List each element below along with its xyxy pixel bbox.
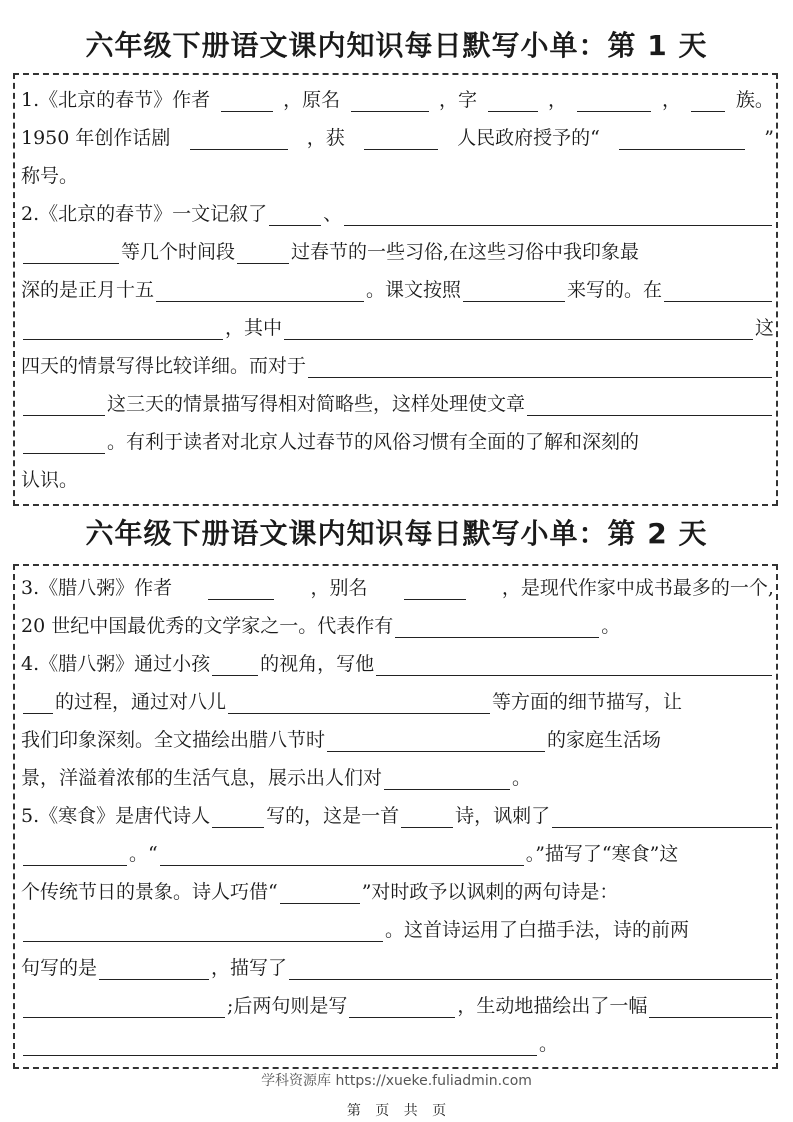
blank[interactable] bbox=[212, 653, 258, 676]
blank[interactable] bbox=[691, 89, 725, 112]
blank[interactable] bbox=[23, 691, 53, 714]
text: 。”描写了“寒食”这 bbox=[525, 843, 679, 865]
day1-line-7 bbox=[21, 310, 774, 346]
text: 。 bbox=[512, 767, 532, 789]
blank[interactable] bbox=[212, 805, 264, 828]
day2-title: 六年级下册语文课内知识每日默写小单：第 2 天 bbox=[85, 517, 708, 550]
text: 族。 bbox=[735, 89, 774, 111]
text: 3.《腊八粥》作者 bbox=[21, 577, 173, 599]
blank[interactable] bbox=[99, 957, 209, 980]
blank[interactable] bbox=[463, 279, 565, 302]
text: 。 bbox=[601, 615, 621, 637]
day1-line-5 bbox=[21, 234, 774, 270]
blank[interactable] bbox=[488, 89, 538, 112]
blank[interactable] bbox=[649, 995, 772, 1018]
day1-line-1 bbox=[21, 82, 774, 118]
blank[interactable] bbox=[221, 89, 273, 112]
blank[interactable] bbox=[577, 89, 651, 112]
blank[interactable] bbox=[395, 615, 599, 638]
text: 的视角，写他 bbox=[260, 653, 375, 675]
text: 四天的情景写得比较详细。而对于 bbox=[21, 355, 307, 377]
text: 写的，这是一首 bbox=[266, 805, 400, 827]
blank[interactable] bbox=[527, 393, 772, 416]
text: 称号。 bbox=[21, 165, 79, 187]
blank[interactable] bbox=[190, 127, 288, 150]
blank[interactable] bbox=[376, 653, 772, 676]
blank[interactable] bbox=[289, 957, 772, 980]
day2-line-8 bbox=[21, 836, 774, 872]
blank[interactable] bbox=[280, 881, 360, 904]
blank[interactable] bbox=[208, 577, 274, 600]
text: 的家庭生活场 bbox=[547, 729, 662, 751]
text: ， bbox=[661, 89, 681, 111]
blank[interactable] bbox=[284, 317, 753, 340]
text: 。“ bbox=[129, 843, 158, 865]
blank[interactable] bbox=[23, 431, 105, 454]
blank[interactable] bbox=[23, 393, 105, 416]
blank[interactable] bbox=[351, 89, 429, 112]
day1-line-4 bbox=[21, 196, 774, 232]
blank[interactable] bbox=[237, 241, 289, 264]
text: 句写的是 bbox=[21, 957, 98, 979]
text: 4.《腊八粥》通过小孩 bbox=[21, 653, 211, 675]
blank[interactable] bbox=[23, 1033, 537, 1056]
day1-line-2 bbox=[21, 120, 774, 156]
text: ，别名 bbox=[310, 577, 368, 599]
day2-line-5 bbox=[21, 722, 774, 758]
day2-line-3 bbox=[21, 646, 774, 682]
text: 我们印象深刻。全文描绘出腊八节时 bbox=[21, 729, 326, 751]
blank[interactable] bbox=[156, 279, 364, 302]
day2-line-12 bbox=[21, 988, 774, 1024]
text: 人民政府授予的“ bbox=[457, 127, 600, 149]
text: ，原名 bbox=[283, 89, 341, 111]
text: ， bbox=[547, 89, 567, 111]
text: 这三天的情景描写得相对简略些，这样处理使文章 bbox=[107, 393, 526, 415]
text: ，生动地描绘出了一幅 bbox=[457, 995, 648, 1017]
day1-line-3 bbox=[21, 158, 774, 194]
blank[interactable] bbox=[619, 127, 745, 150]
text: ，描写了 bbox=[211, 957, 288, 979]
text: ”对时政予以讽刺的两句诗是： bbox=[361, 881, 619, 903]
text: 来写的。在 bbox=[567, 279, 663, 301]
day2-line-2 bbox=[21, 608, 774, 644]
day2-line-10 bbox=[21, 912, 774, 948]
text: 个传统节日的景象。诗人巧借“ bbox=[21, 881, 278, 903]
text: 这 bbox=[754, 317, 774, 339]
text: ，字 bbox=[439, 89, 478, 111]
blank[interactable] bbox=[401, 805, 453, 828]
text: ” bbox=[764, 127, 774, 149]
text: 景，洋溢着浓郁的生活气息，展示出人们对 bbox=[21, 767, 383, 789]
day2-line-1 bbox=[21, 570, 774, 606]
day2-line-9 bbox=[21, 874, 774, 910]
blank[interactable] bbox=[160, 843, 524, 866]
text: 等方面的细节描写，让 bbox=[492, 691, 683, 713]
blank[interactable] bbox=[404, 577, 466, 600]
text: 深的是正月十五 bbox=[21, 279, 155, 301]
text: 1.《北京的春节》作者 bbox=[21, 89, 211, 111]
day1-line-6 bbox=[21, 272, 774, 308]
text: 。 bbox=[539, 1033, 559, 1055]
footer-site: 学科资源库 https://xueke.fuliadmin.com bbox=[261, 1073, 532, 1089]
text: ，其中 bbox=[225, 317, 283, 339]
footer-page-number: 第 页 共 页 bbox=[346, 1103, 447, 1119]
text: 诗，讽刺了 bbox=[455, 805, 551, 827]
blank[interactable] bbox=[23, 843, 127, 866]
blank[interactable] bbox=[23, 241, 119, 264]
text: 、 bbox=[323, 203, 343, 225]
text: 2.《北京的春节》一文记叙了 bbox=[21, 203, 268, 225]
blank[interactable] bbox=[228, 691, 490, 714]
text: 。这首诗运用了白描手法，诗的前两 bbox=[385, 919, 690, 941]
day1-line-8 bbox=[21, 348, 774, 384]
day1-title: 六年级下册语文课内知识每日默写小单：第 1 天 bbox=[85, 29, 708, 62]
day2-line-11 bbox=[21, 950, 774, 986]
text: 。有利于读者对北京人过春节的风俗习惯有全面的了解和深刻的 bbox=[107, 431, 640, 453]
text: 认识。 bbox=[21, 469, 79, 491]
day2-line-4 bbox=[21, 684, 774, 720]
text: 5.《寒食》是唐代诗人 bbox=[21, 805, 211, 827]
blank[interactable] bbox=[384, 767, 510, 790]
text: 20 世纪中国最优秀的文学家之一。代表作有 bbox=[21, 615, 394, 637]
blank[interactable] bbox=[344, 203, 772, 226]
day1-line-10 bbox=[21, 424, 774, 460]
blank[interactable] bbox=[269, 203, 321, 226]
day1-line-9 bbox=[21, 386, 774, 422]
blank[interactable] bbox=[23, 995, 225, 1018]
blank[interactable] bbox=[308, 355, 772, 378]
blank[interactable] bbox=[364, 127, 438, 150]
blank[interactable] bbox=[349, 995, 455, 1018]
text: ，是现代作家中成书最多的一个, bbox=[501, 577, 774, 599]
day2-line-13 bbox=[21, 1026, 774, 1062]
day2-line-6 bbox=[21, 760, 774, 796]
day1-line-11 bbox=[21, 462, 774, 498]
blank[interactable] bbox=[327, 729, 545, 752]
blank[interactable] bbox=[23, 317, 223, 340]
text: ;后两句则是写 bbox=[227, 995, 348, 1017]
text: 等几个时间段 bbox=[121, 241, 236, 263]
day2-line-7 bbox=[21, 798, 774, 834]
text: 的过程，通过对八儿 bbox=[55, 691, 227, 713]
blank[interactable] bbox=[552, 805, 772, 828]
text: 。课文按照 bbox=[366, 279, 462, 301]
text: 过春节的一些习俗,在这些习俗中我印象最 bbox=[291, 241, 640, 263]
text: ，获 bbox=[306, 127, 345, 149]
text: 1950 年创作话剧 bbox=[21, 127, 171, 149]
blank[interactable] bbox=[23, 919, 383, 942]
blank[interactable] bbox=[664, 279, 772, 302]
